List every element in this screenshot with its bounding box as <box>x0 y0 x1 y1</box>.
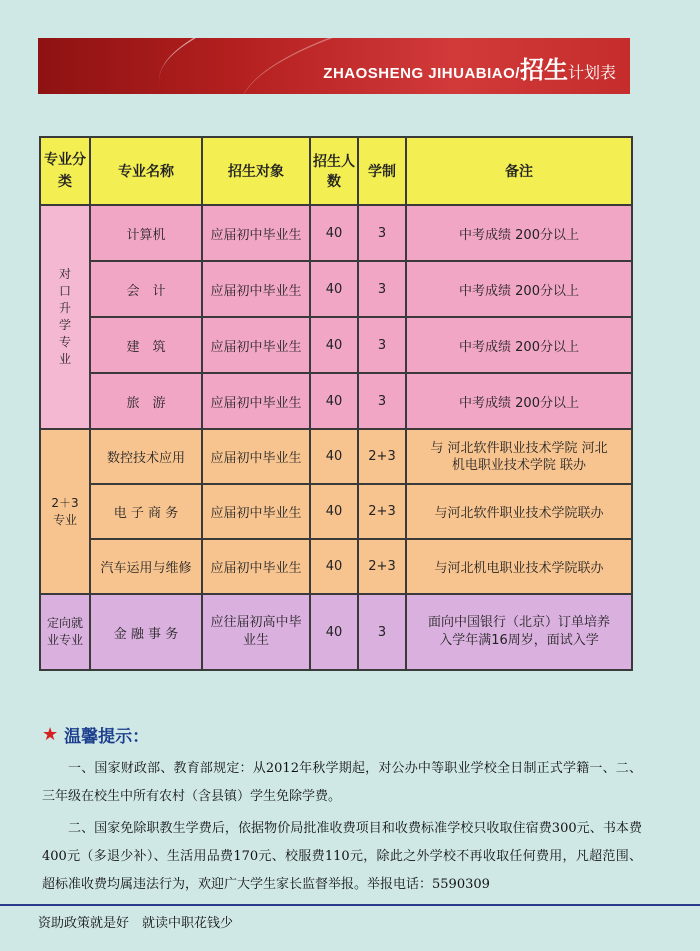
table-row <box>40 261 632 317</box>
duration-cell: 3 <box>358 261 406 317</box>
count-cell: 40 <box>310 594 358 670</box>
major-cell: 电 子 商 务 <box>90 484 202 539</box>
table-row <box>40 373 632 429</box>
count-cell: 40 <box>310 539 358 594</box>
notes-cell: 面向中国银行（北京）订单培养 入学年满16周岁，面试入学 <box>406 594 632 670</box>
header-category: 专业分类 <box>40 137 90 205</box>
star-icon: ★ <box>42 724 59 745</box>
tips-heading <box>42 722 642 747</box>
footer-divider <box>0 904 700 906</box>
table-row <box>40 317 632 373</box>
table-row <box>40 594 632 670</box>
major-cell: 旅 游 <box>90 373 202 429</box>
header-notes: 备注 <box>406 137 632 205</box>
target-cell: 应届初中毕业生 <box>202 205 310 261</box>
notes-cell: 中考成绩 200分以上 <box>406 317 632 373</box>
duration-cell: 3 <box>358 373 406 429</box>
banner-english-title: ZHAOSHENG JIHUABIAO/ <box>323 65 520 82</box>
enrollment-plan-table <box>39 136 633 671</box>
target-cell: 应往届初高中毕业生 <box>202 594 310 670</box>
count-cell: 40 <box>310 373 358 429</box>
count-cell: 40 <box>310 429 358 484</box>
notes-cell: 中考成绩 200分以上 <box>406 261 632 317</box>
banner-chinese-title-large: 招生 <box>519 56 568 84</box>
duration-cell: 2+3 <box>358 539 406 594</box>
major-cell: 建 筑 <box>90 317 202 373</box>
tips-paragraph: 一、国家财政部、教育部规定：从2012年秋学期起，对公办中等职业学校全日制正式学籍一、二、三年级在校生中所有农村（含县镇）学生免除学费。 <box>42 761 642 804</box>
target-cell: 应届初中毕业生 <box>202 429 310 484</box>
table-row <box>40 539 632 594</box>
major-cell: 数控技术应用 <box>90 429 202 484</box>
count-cell: 40 <box>310 317 358 373</box>
header-duration: 学制 <box>358 137 406 205</box>
target-cell: 应届初中毕业生 <box>202 373 310 429</box>
duration-cell: 3 <box>358 205 406 261</box>
title-banner <box>38 38 630 94</box>
category-cell: 定向就业专业 <box>40 594 90 670</box>
tips-title: 温馨提示： <box>64 727 150 747</box>
notes-cell: 与 河北软件职业技术学院 河北机电职业技术学院 联办 <box>406 429 632 484</box>
count-cell: 40 <box>310 261 358 317</box>
banner-title <box>323 50 616 85</box>
target-cell: 应届初中毕业生 <box>202 261 310 317</box>
category-cell: 对口升学专业 <box>40 205 90 429</box>
target-cell: 应届初中毕业生 <box>202 539 310 594</box>
notes-cell: 与河北机电职业技术学院联办 <box>406 539 632 594</box>
footer-slogan: 资助政策就是好 就读中职花钱少 <box>38 916 234 931</box>
duration-cell: 2+3 <box>358 429 406 484</box>
tips-section <box>42 722 642 899</box>
category-cell: 2＋3专业 <box>40 429 90 594</box>
duration-cell: 3 <box>358 317 406 373</box>
duration-cell: 2+3 <box>358 484 406 539</box>
target-cell: 应届初中毕业生 <box>202 484 310 539</box>
table-row <box>40 205 632 261</box>
major-cell: 金 融 事 务 <box>90 594 202 670</box>
header-major: 专业名称 <box>90 137 202 205</box>
banner-chinese-title-small: 计划表 <box>567 63 616 82</box>
notes-cell: 中考成绩 200分以上 <box>406 373 632 429</box>
major-cell: 汽车运用与维修 <box>90 539 202 594</box>
table-row <box>40 429 632 484</box>
header-target: 招生对象 <box>202 137 310 205</box>
tips-paragraph: 二、国家免除职教生学费后，依据物价局批准收费项目和收费标准学校只收取住宿费300元、书本费400元（多退少补）、生活用品费170元、校服费110元，除此之外学校不再收取任何费用，凡超范围、超标准收费均属违法行为，欢迎广大学生家长监督举报。举报电话：5590309 <box>42 821 642 892</box>
count-cell: 40 <box>310 205 358 261</box>
notes-cell: 与河北软件职业技术学院联办 <box>406 484 632 539</box>
count-cell: 40 <box>310 484 358 539</box>
major-cell: 计算机 <box>90 205 202 261</box>
major-cell: 会 计 <box>90 261 202 317</box>
table-header-row <box>40 137 632 205</box>
header-count: 招生人数 <box>310 137 358 205</box>
notes-cell: 中考成绩 200分以上 <box>406 205 632 261</box>
duration-cell: 3 <box>358 594 406 670</box>
target-cell: 应届初中毕业生 <box>202 317 310 373</box>
table-row <box>40 484 632 539</box>
